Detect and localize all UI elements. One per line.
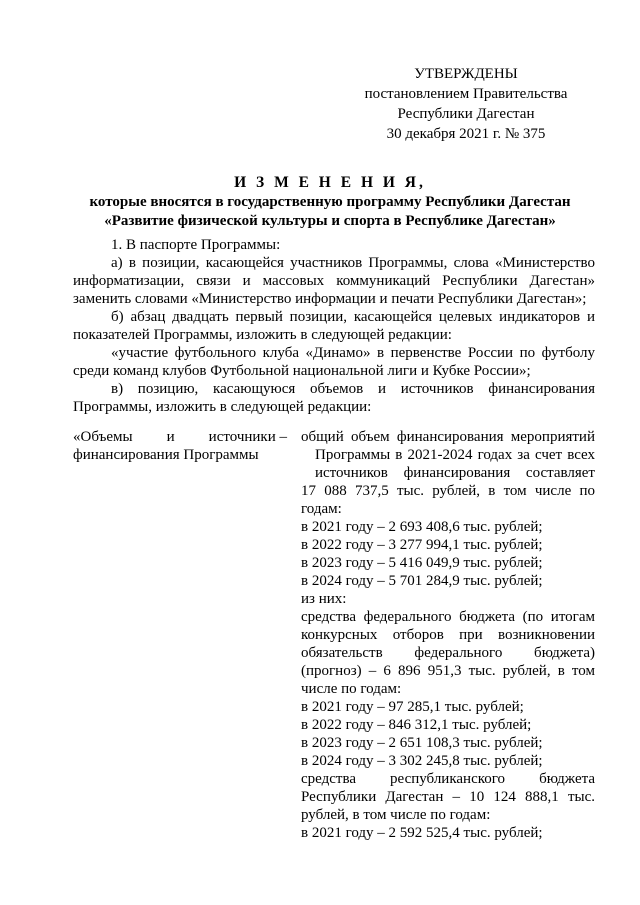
table-value-line: общий объем финансирования мероприятий [301,429,595,445]
table-value-line: в 2022 году – 3 277 994,1 тыс. рублей; [301,537,543,553]
table-value-line: Программы в 2021-2024 годах за счет всех [315,447,595,463]
table-label-line [73,428,287,446]
table-value-line: рублей, в том числе по годам: [301,807,491,823]
table-value-line: годам: [301,501,342,517]
table-value-line: Республики Дагестан – 10 124 888,1 тыс. [301,789,595,805]
table-label-word: «Объемы [73,429,133,445]
paragraph: в) позицию, касающуюся объемов и источников финансирования Программы, изложить в следующей редакции: [73,381,595,415]
approval-date: 30 декабря 2021 г. № 375 [386,126,546,142]
paragraph: 1. В паспорте Программы: [111,237,281,253]
table-value-line: в 2024 году – 5 701 284,9 тыс. рублей; [301,573,543,589]
document-subtitle: «Развитие физической культуры и спорта в Республике Дагестан» [104,213,556,229]
table-label-cell [73,428,287,464]
table-value-line: 17 088 737,5 тыс. рублей, в том числе по [301,483,595,499]
table-value-line: средства республиканского бюджета [301,771,595,787]
table-value-cell [301,428,595,842]
document-body [73,236,595,416]
document-subtitle: которые вносятся в государственную программу Республики Дагестан [89,194,571,210]
approval-line: постановлением Правительства [364,86,568,102]
table-value-line: конкурсных отборов при возникновении [301,627,595,643]
table-value-line: в 2022 году – 846 312,1 тыс. рублей; [301,717,532,733]
approval-line: Республики Дагестан [397,106,535,122]
paragraph: «участие футбольного клуба «Динамо» в первенстве России по футболу среди команд клубов Футбольной национальной лиги и Кубке России»; [73,345,595,379]
table-value-line: в 2023 году – 5 416 049,9 тыс. рублей; [301,555,543,571]
table-value-line: в 2023 году – 2 651 108,3 тыс. рублей; [301,735,543,751]
table-value-line: числе по годам: [301,681,402,697]
table-label-word: источники – [208,429,287,445]
table-label-word: и [166,429,175,445]
approval-block [356,64,576,144]
table-value-line: (прогноз) – 6 896 951,3 тыс. рублей, в том [301,663,595,679]
table-value-line: из них: [301,591,347,607]
table-value-line: в 2024 году – 3 302 245,8 тыс. рублей; [301,753,543,769]
table-value-line: в 2021 году – 97 285,1 тыс. рублей; [301,699,524,715]
table-value-line: обязательств федерального бюджета) [301,645,595,661]
table-value-line: в 2021 году – 2 592 525,4 тыс. рублей; [301,825,543,841]
document-heading [60,173,600,231]
table-value-line: источников финансирования составляет [315,465,595,481]
document-title: И З М Е Н Е Н И Я, [234,174,426,191]
paragraph: а) в позиции, касающейся участников Программы, слова «Министерство информатизации, связи и массовых коммуникаций Республики Дагестан» заменить словами «Министерство информации и печати Республики Дагестан»; [73,255,595,307]
paragraph: б) абзац двадцать первый позиции, касающейся целевых индикаторов и показателей Программы, изложить в следующей редакции: [73,309,595,343]
approval-title: УТВЕРЖДЕНЫ [414,66,518,82]
table-value-line: в 2021 году – 2 693 408,6 тыс. рублей; [301,519,543,535]
table-label-line: финансирования Программы [73,447,259,463]
table-value-line: средства федерального бюджета (по итогам [301,609,595,625]
